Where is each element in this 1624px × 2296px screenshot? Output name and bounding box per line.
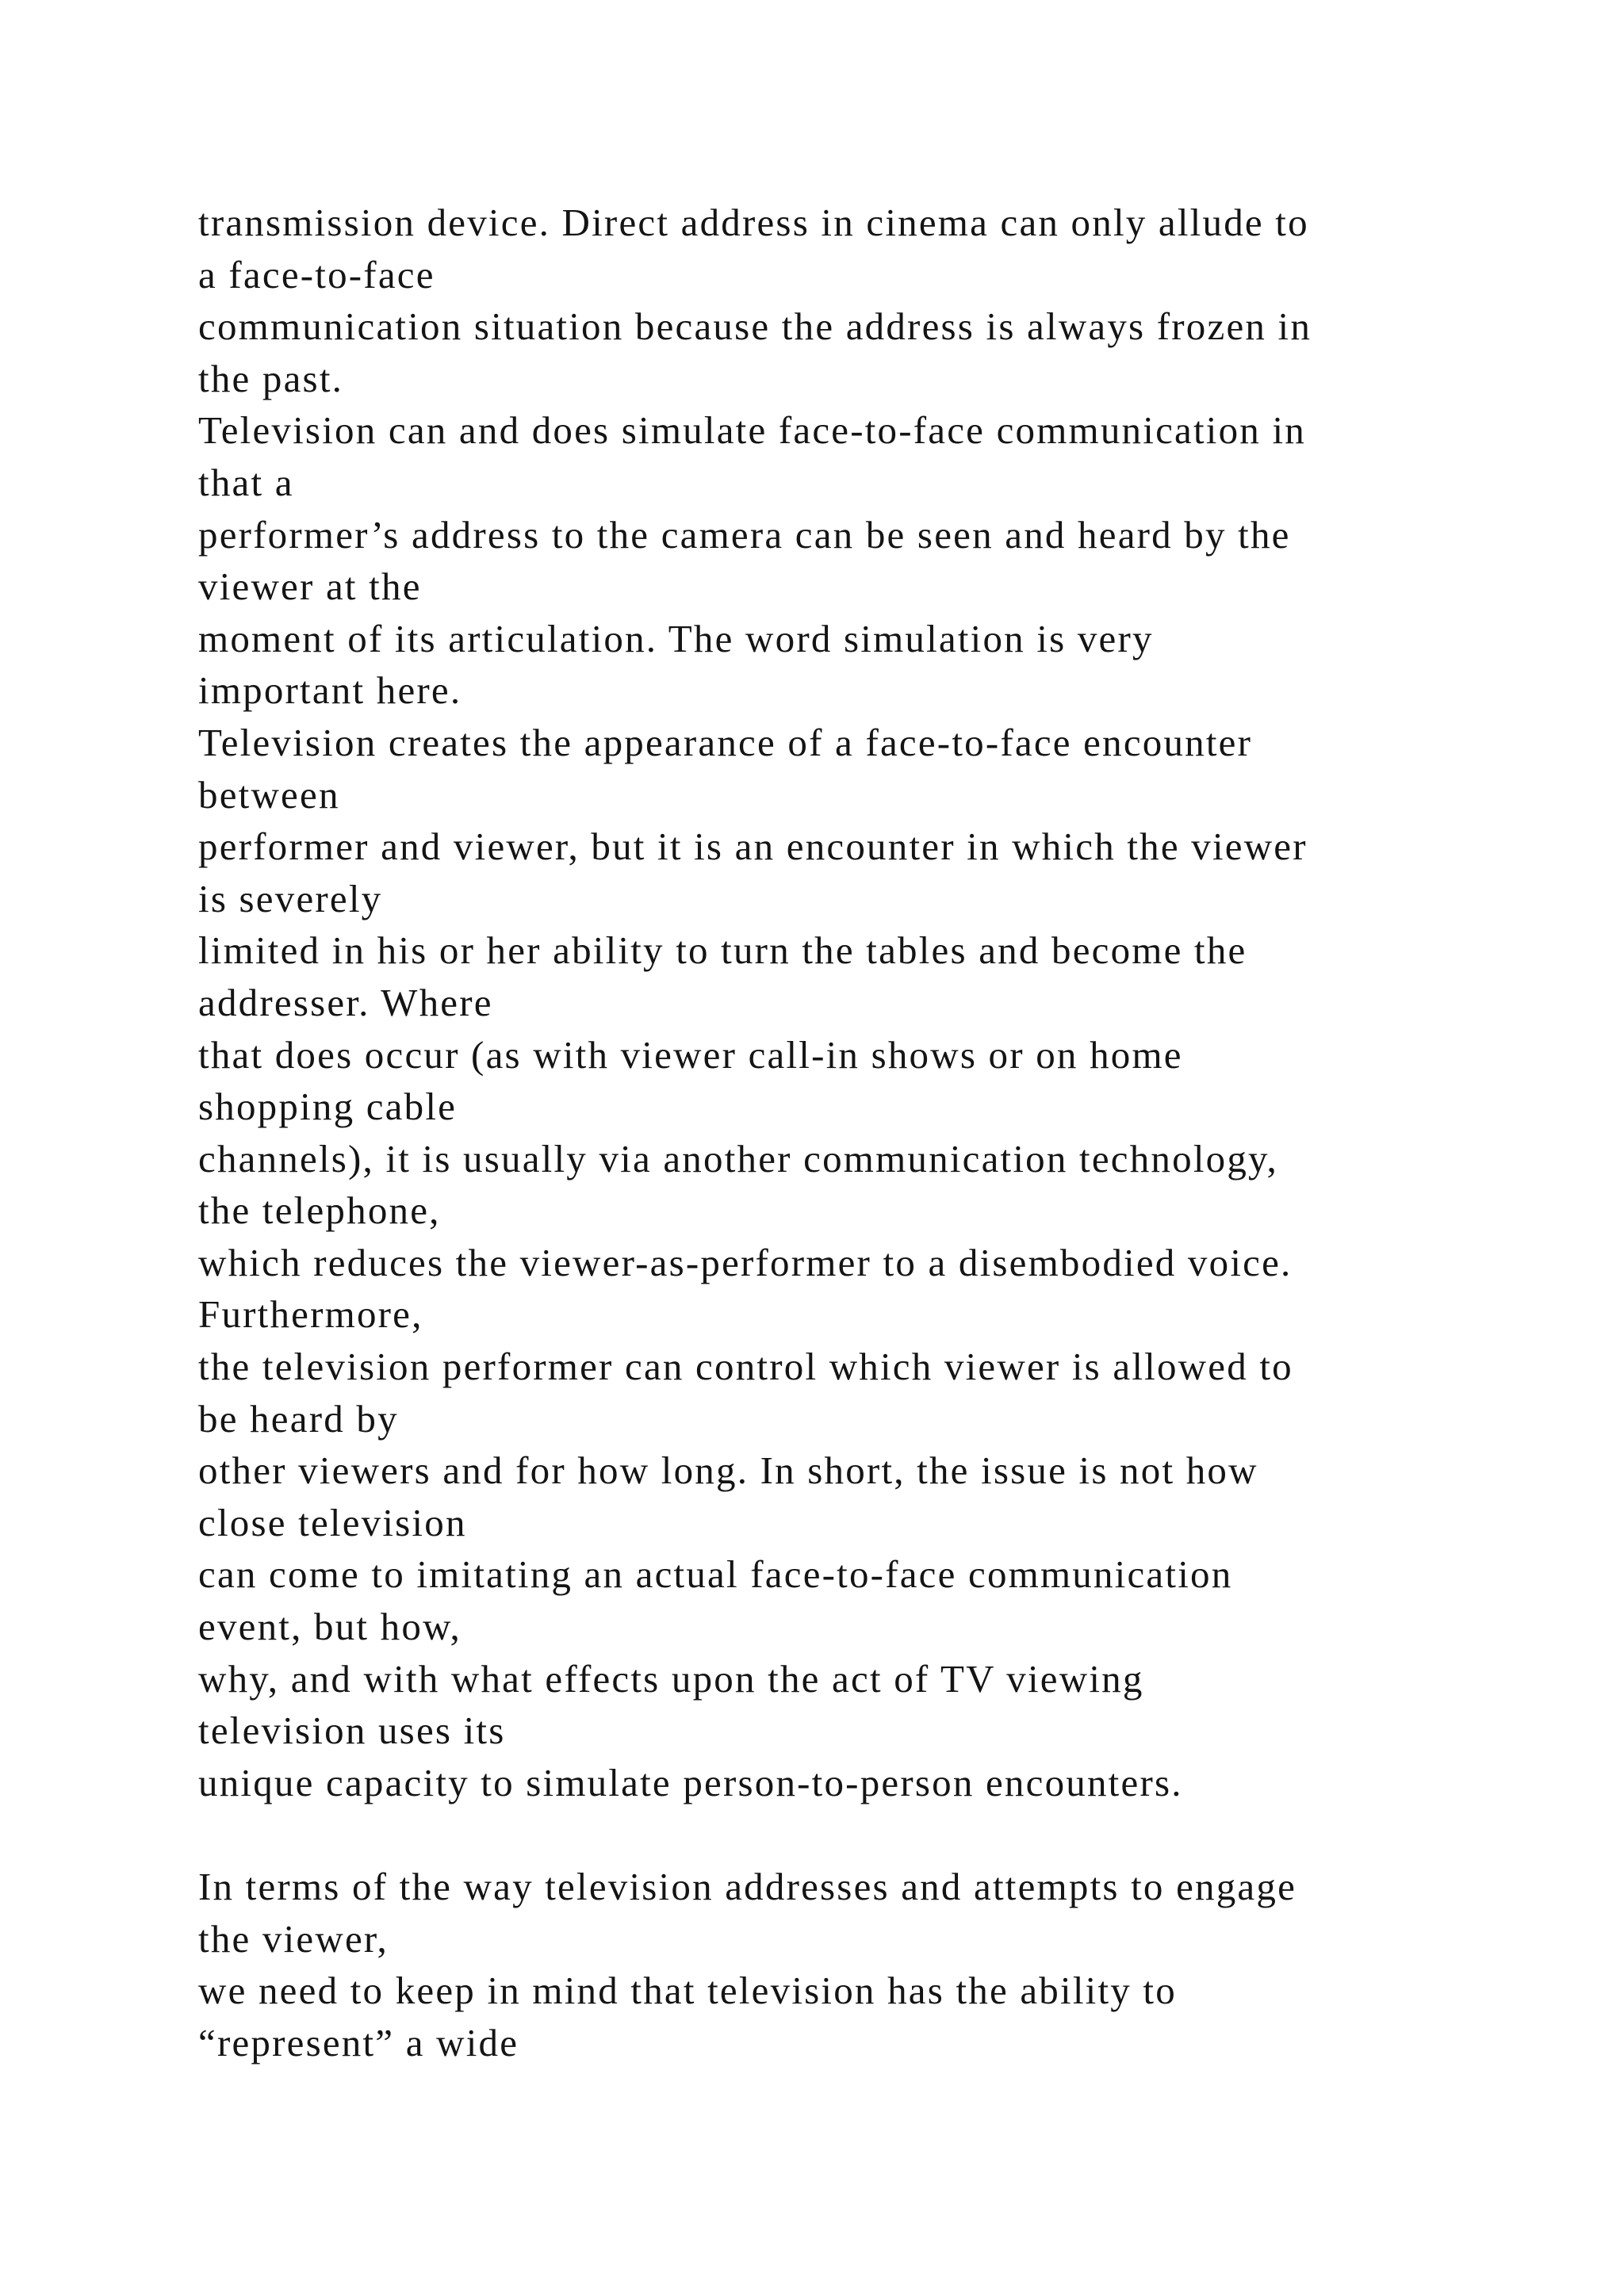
text-line: is severely — [198, 876, 383, 920]
text-line: a face-to-face — [198, 252, 435, 297]
text-line: that does occur (as with viewer call-in shows or on home — [198, 1032, 1183, 1077]
text-line: Television can and does simulate face-to-face communication in — [198, 408, 1306, 453]
paragraph-break — [198, 1808, 1499, 1861]
text-line: the viewer, — [198, 1916, 389, 1961]
text-line: transmission device. Direct address in cinema can only allude to — [198, 201, 1309, 244]
text-line: “represent” a wide — [198, 2020, 519, 2064]
text-line: addresser. Where — [198, 980, 493, 1024]
text-line: Television creates the appearance of a face-to-face encounter — [198, 720, 1253, 764]
text-line: performer’s address to the camera can be seen and heard by the — [198, 512, 1291, 557]
text-line: the telephone, — [198, 1188, 441, 1233]
text-line: limited in his or her ability to turn the tables and become the — [198, 928, 1247, 973]
text-line: channels), it is usually via another communication technology, — [198, 1136, 1278, 1181]
text-line: can come to imitating an actual face-to-face communication — [198, 1552, 1233, 1597]
text-line: shopping cable — [198, 1085, 458, 1129]
text-line: the television performer can control which viewer is allowed to — [198, 1345, 1293, 1389]
text-line: television uses its — [198, 1709, 506, 1753]
text-line: other viewers and for how long. In short, the issue is not how — [198, 1448, 1258, 1493]
text-line: viewer at the — [198, 564, 422, 609]
text-line: important here. — [198, 668, 462, 713]
text-line: which reduces the viewer-as-performer to a disembodied voice. — [198, 1240, 1293, 1284]
text-line: that a — [198, 460, 294, 504]
text-line: moment of its articulation. The word simulation is very — [198, 616, 1154, 660]
text-line: we need to keep in mind that television has the ability to — [198, 1969, 1177, 2013]
text-line: performer and viewer, but it is an encounter in which the viewer — [198, 825, 1308, 869]
text-line: In terms of the way television addresses and attempts to engage — [198, 1865, 1297, 1908]
text-line: the past. — [198, 356, 344, 400]
text-line: why, and with what effects upon the act of TV viewing — [198, 1656, 1144, 1701]
text-line: be heard by — [198, 1396, 399, 1441]
text-line: event, but how, — [198, 1605, 462, 1649]
text-line: between — [198, 772, 340, 817]
text-line: communication situation because the address is always frozen in — [198, 304, 1312, 349]
text-line: Furthermore, — [198, 1292, 423, 1337]
body-text — [198, 197, 1499, 2068]
text-line: unique capacity to simulate person-to-person encounters. — [198, 1760, 1183, 1804]
text-line: close television — [198, 1500, 467, 1544]
